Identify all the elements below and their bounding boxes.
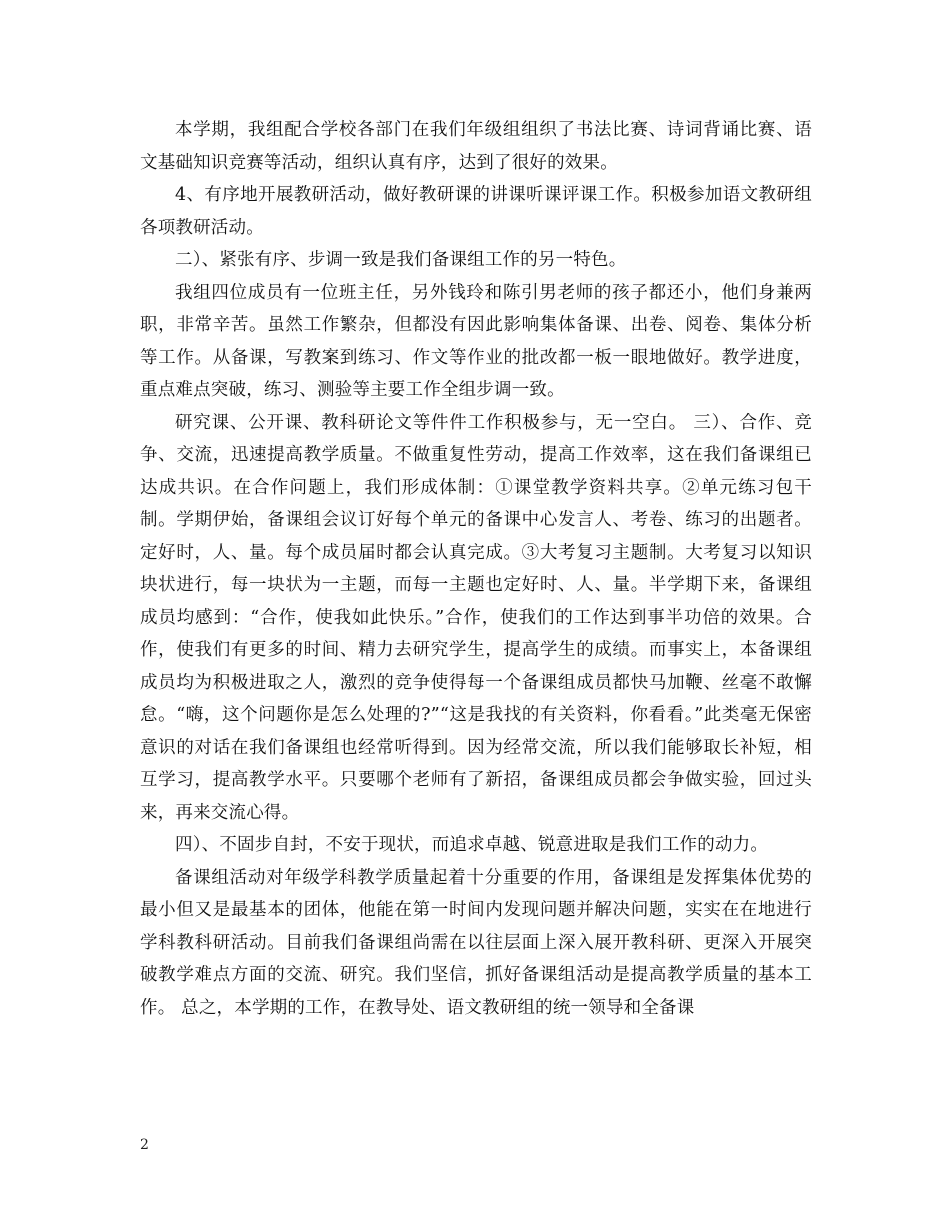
page-number: 2 <box>140 1137 149 1153</box>
paragraph-teaching-research: 4、有序地开展教研活动，做好教研课的讲课听课评课工作。积极参加语文教研组各项教研活动。 <box>140 185 812 238</box>
paragraph-section-two-heading: 二）、紧张有序、步调一致是我们备课组工作的另一特色。 <box>175 250 627 270</box>
paragraph-members: 我组四位成员有一位班主任，另外钱玲和陈引男老师的孩子都还小，他们身兼两职，非常辛苦。虽然工作繁杂，但都没有因此影响集体备课、出卷、阅卷、集体分析等工作。从备课，写教案到练习、作文等作业的批改都一板一眼地做好。教学进度，重点难点突破，练习、测验等主要工作全组步调一致。 <box>140 282 812 400</box>
paragraph-cooperation: 研究课、公开课、教科研论文等件件工作积极参与，无一空白。 三）、合作、竞争、交流，迅速提高教学质量。不做重复性劳动，提高工作效率，这在我们备课组已达成共识。在合作问题上，我们形成体制：①课堂教学资料共享。②单元练习包干制。学期伊始，备课组会议订好每个单元的备课中心发言人、考卷、练习的出题者。定好时，人、量。每个成员届时都会认真完成。③大考复习主题制。大考复习以知识块状进行，每一块状为一主题，而每一主题也定好时、人、量。半学期下来，备课组成员均感到：“合作，使我如此快乐。”合作，使我们的工作达到事半功倍的效果。合作，使我们有更多的时间、精力去研究学生，提高学生的成绩。而事实上，本备课组成员均为积极进取之人，激烈的竞争使得每一个备课组成员都快马加鞭、丝毫不敢懈怠。“嗨，这个问题你是怎么处理的?”“这是我找的有关资料，你看看。”此类毫无保密意识的对话在我们备课组也经常听得到。因为经常交流，所以我们能够取长补短，相互学习，提高教学水平。只要哪个老师有了新招，备课组成员都会争做实验，回过头来，再来交流心得。 <box>140 412 812 823</box>
paragraph-summary: 备课组活动对年级学科教学质量起着十分重要的作用，备课组是发挥集体优势的最小但又是最基本的团体，他能在第一时间内发现问题并解决问题，实实在在地进行学科教科研活动。目前我们备课组尚需在以往层面上深入展开教科研、更深入开展突破教学难点方面的交流、研究。我们坚信，抓好备课组活动是提高教学质量的基本工作。 总之，本学期的工作，在教导处、语文教研组的统一领导和全备课 <box>140 867 812 1018</box>
paragraph-section-four-heading: 四）、不固步自封，不安于现状，而追求卓越、锐意进取是我们工作的动力。 <box>175 835 769 855</box>
document-body <box>140 114 812 1024</box>
paragraph-activities: 本学期，我组配合学校各部门在我们年级组组织了书法比赛、诗词背诵比赛、语文基础知识竞赛等活动，组织认真有序，达到了很好的效果。 <box>140 120 812 173</box>
